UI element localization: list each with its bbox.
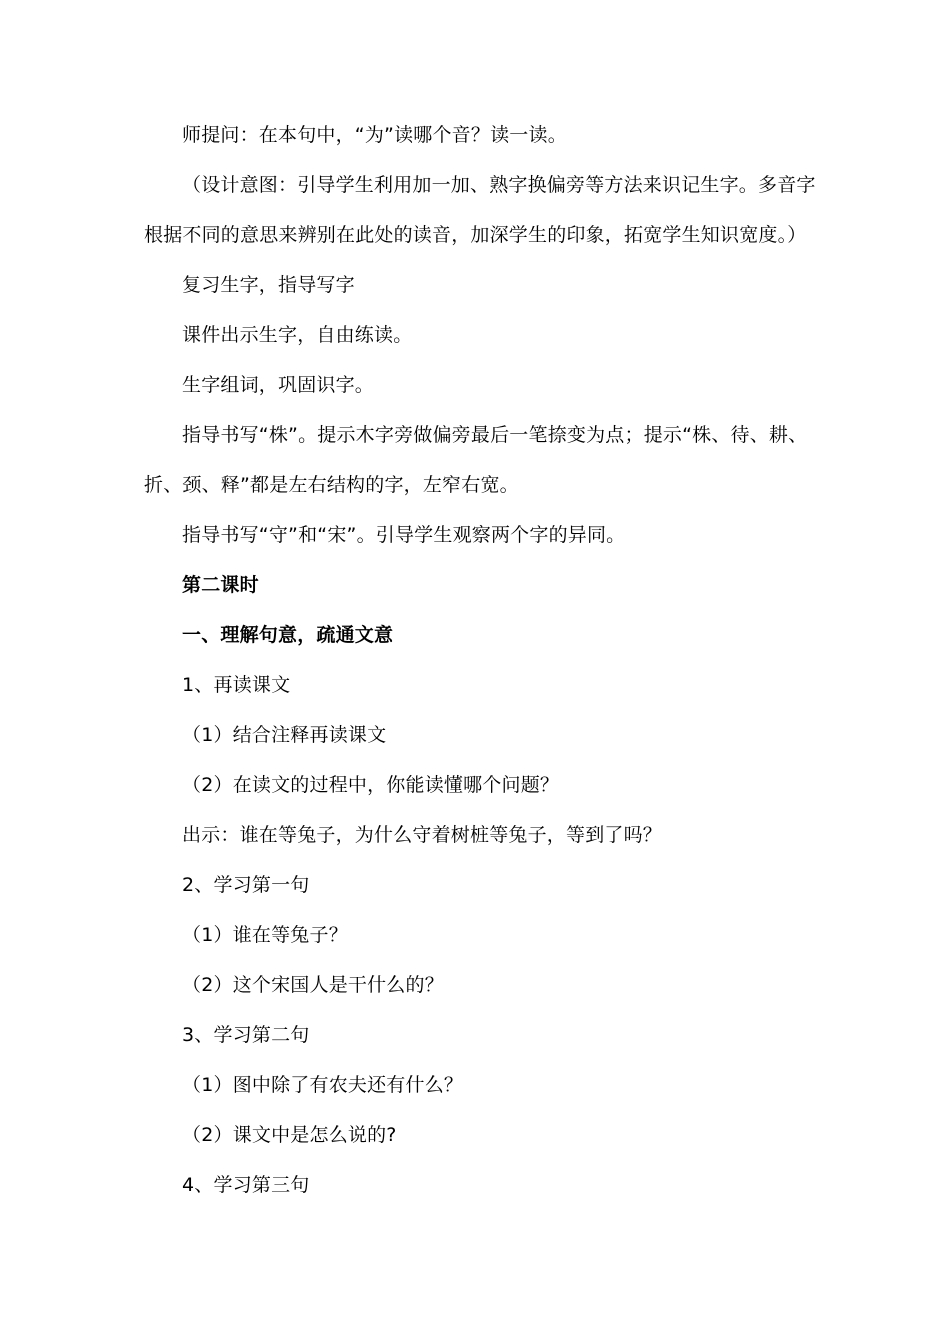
- item-third-sentence: 4、学习第三句: [182, 1174, 310, 1196]
- item-reread-text: 1、再读课文: [182, 674, 291, 696]
- subitem-who-waits: （1）谁在等兔子？: [182, 924, 348, 946]
- item-second-sentence: 3、学习第二句: [182, 1024, 310, 1046]
- subitem-song-person: （2）这个宋国人是干什么的？: [182, 974, 444, 996]
- heading-understand-sentences: 一、理解句意，疏通文意: [182, 624, 394, 646]
- paragraph-teacher-question: 师提问：在本句中，“为”读哪个音？读一读。: [182, 124, 567, 146]
- paragraph-show-questions: 出示：谁在等兔子，为什么守着树桩等兔子，等到了吗？: [182, 824, 663, 846]
- subitem-notes-reread: （1）结合注释再读课文: [182, 724, 387, 746]
- paragraph-word-building: 生字组词，巩固识字。: [182, 374, 375, 396]
- item-first-sentence: 2、学习第一句: [182, 874, 310, 896]
- paragraph-design-intent-line1: （设计意图：引导学生利用加一加、熟字换偏旁等方法来识记生字。多音字: [182, 174, 816, 196]
- paragraph-courseware-show: 课件出示生字，自由练读。: [182, 324, 413, 346]
- paragraph-write-zhu-line2: 折、颈、释”都是左右结构的字，左窄右宽。: [144, 474, 519, 496]
- subitem-text-says: （2）课文中是怎么说的?: [182, 1124, 397, 1146]
- paragraph-review-characters: 复习生字，指导写字: [182, 274, 355, 296]
- heading-second-lesson: 第二课时: [182, 574, 259, 596]
- subitem-picture-besides: （1）图中除了有农夫还有什么？: [182, 1074, 464, 1096]
- paragraph-design-intent-line2: 根据不同的意思来辨别在此处的读音，加深学生的印象，拓宽学生知识宽度。）: [144, 224, 807, 246]
- paragraph-write-shou-song: 指导书写“守”和“宋”。引导学生观察两个字的异同。: [182, 524, 626, 546]
- paragraph-write-zhu-line1: 指导书写“株”。提示木字旁做偏旁最后一笔捺变为点；提示“株、待、耕、: [182, 424, 808, 446]
- subitem-which-question: （2）在读文的过程中，你能读懂哪个问题？: [182, 774, 560, 796]
